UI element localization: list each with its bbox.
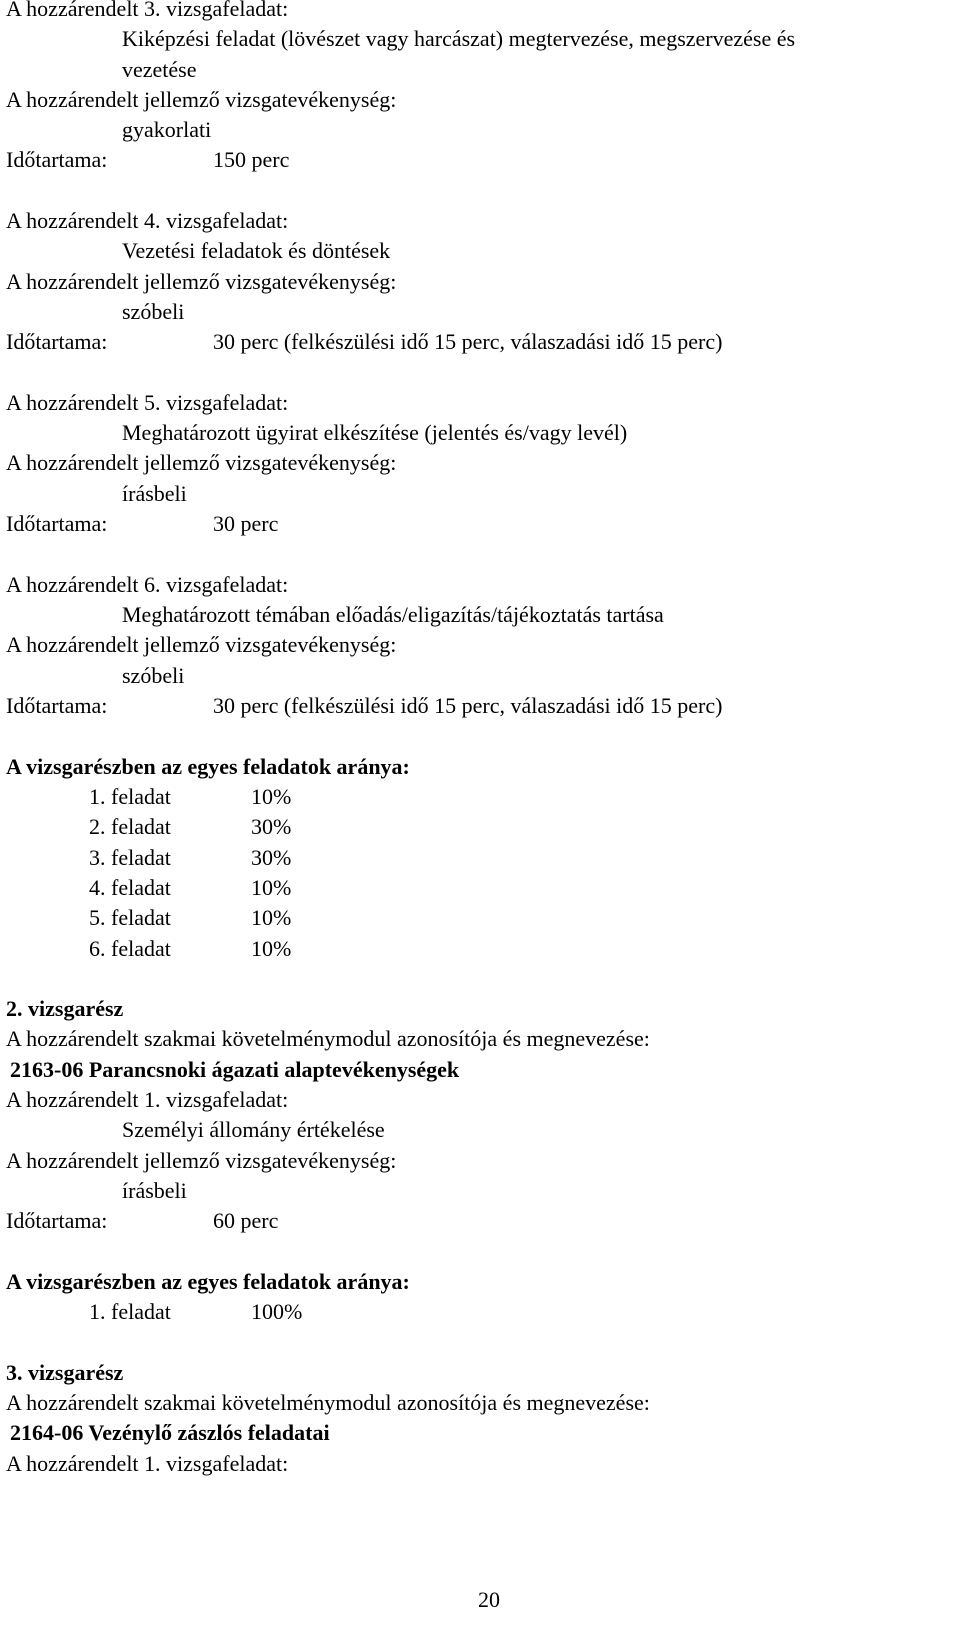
- part-2-module: 2163-06 Parancsnoki ágazati alaptevékenységek: [10, 1057, 460, 1082]
- part-3-task-header: A hozzárendelt 1. vizsgafeladat:: [6, 1451, 289, 1476]
- ratio-task: 5. feladat: [89, 905, 171, 930]
- task-3-activity: gyakorlati: [122, 117, 212, 142]
- ratio-pct: 10%: [251, 936, 292, 961]
- task-5-activity: írásbeli: [122, 481, 187, 506]
- ratio-pct: 10%: [251, 875, 292, 900]
- task-5-activity-label: A hozzárendelt jellemző vizsgatevékenység:: [6, 450, 397, 475]
- part-2-task-title: Személyi állomány értékelése: [122, 1117, 385, 1142]
- ratio-pct: 30%: [251, 814, 292, 839]
- part-3-heading: 3. vizsgarész: [6, 1360, 124, 1385]
- task-3-duration: 150 perc: [213, 147, 290, 172]
- task-5-duration: 30 perc: [213, 511, 279, 536]
- ratio-task: 3. feladat: [89, 845, 171, 870]
- part-3-module: 2164-06 Vezénylő zászlós feladatai: [10, 1420, 330, 1445]
- task-6-activity: szóbeli: [122, 663, 185, 688]
- task-3-header: A hozzárendelt 3. vizsgafeladat:: [6, 0, 289, 21]
- part-2-task-header: A hozzárendelt 1. vizsgafeladat:: [6, 1087, 289, 1112]
- task-4-activity-label: A hozzárendelt jellemző vizsgatevékenység:: [6, 269, 397, 294]
- task-6-duration-label: Időtartama:: [6, 693, 108, 718]
- task-6-activity-label: A hozzárendelt jellemző vizsgatevékenység:: [6, 632, 397, 657]
- ratio-heading: A vizsgarészben az egyes feladatok aránya:: [6, 754, 410, 779]
- part-2-activity-label: A hozzárendelt jellemző vizsgatevékenység:: [6, 1148, 397, 1173]
- ratio-pct: 10%: [251, 905, 292, 930]
- part-2-ratio-heading: A vizsgarészben az egyes feladatok aránya:: [6, 1269, 410, 1294]
- task-5-duration-label: Időtartama:: [6, 511, 108, 536]
- ratio-pct: 30%: [251, 845, 292, 870]
- task-6-header: A hozzárendelt 6. vizsgafeladat:: [6, 572, 289, 597]
- ratio-pct: 10%: [251, 784, 292, 809]
- task-4-duration-label: Időtartama:: [6, 329, 108, 354]
- task-6-title: Meghatározott témában előadás/eligazítás/tájékoztatás tartása: [122, 602, 664, 627]
- ratio-pct: 100%: [251, 1299, 303, 1324]
- part-2-duration-label: Időtartama:: [6, 1208, 108, 1233]
- ratio-task: 1. feladat: [89, 1299, 171, 1324]
- page-number: 20: [478, 1587, 500, 1612]
- part-3-module-label: A hozzárendelt szakmai követelménymodul azonosítója és megnevezése:: [6, 1390, 650, 1415]
- task-5-header: A hozzárendelt 5. vizsgafeladat:: [6, 390, 289, 415]
- task-3-title-line1: Kiképzési feladat (lövészet vagy harcászat) megtervezése, megszervezése és: [122, 26, 796, 51]
- ratio-task: 2. feladat: [89, 814, 171, 839]
- task-4-duration: 30 perc (felkészülési idő 15 perc, válaszadási idő 15 perc): [213, 329, 723, 354]
- task-4-activity: szóbeli: [122, 299, 185, 324]
- part-2-activity: írásbeli: [122, 1178, 187, 1203]
- part-2-duration: 60 perc: [213, 1208, 279, 1233]
- task-4-title: Vezetési feladatok és döntések: [122, 238, 391, 263]
- part-2-heading: 2. vizsgarész: [6, 996, 124, 1021]
- ratio-task: 6. feladat: [89, 936, 171, 961]
- task-5-title: Meghatározott ügyirat elkészítése (jelentés és/vagy levél): [122, 420, 628, 445]
- ratio-task: 1. feladat: [89, 784, 171, 809]
- task-3-activity-label: A hozzárendelt jellemző vizsgatevékenység:: [6, 87, 397, 112]
- task-3-title-line2: vezetése: [122, 57, 197, 82]
- task-4-header: A hozzárendelt 4. vizsgafeladat:: [6, 208, 289, 233]
- task-6-duration: 30 perc (felkészülési idő 15 perc, válaszadási idő 15 perc): [213, 693, 723, 718]
- task-3-duration-label: Időtartama:: [6, 147, 108, 172]
- part-2-module-label: A hozzárendelt szakmai követelménymodul azonosítója és megnevezése:: [6, 1026, 650, 1051]
- ratio-task: 4. feladat: [89, 875, 171, 900]
